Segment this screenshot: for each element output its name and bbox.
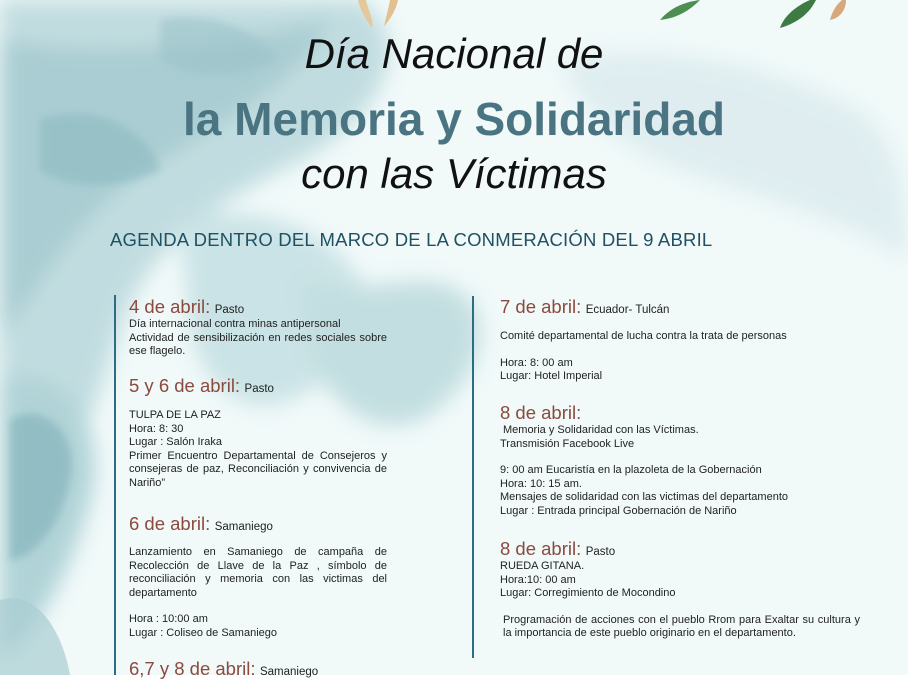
event-date: 4 de abril: — [129, 296, 211, 317]
event-line: Hora: 10: 15 am. — [500, 477, 582, 490]
event-location: Pasto — [244, 383, 274, 395]
event-6-7-8-abril — [129, 658, 387, 680]
event-date: 6,7 y 8 de abril: — [129, 658, 256, 679]
event-location: Pasto — [214, 304, 245, 316]
event-date: 6 de abril: — [129, 513, 211, 534]
event-8-abril-facebook — [500, 402, 860, 519]
event-line: Actividad de sensibilización en redes sociales sobre ese flagelo. — [129, 331, 387, 358]
event-line: Mensajes de solidaridad con las victimas del departamento — [500, 491, 788, 504]
event-description: Lanzamiento en Samaniego de campaña de Recolección de Llave de la Paz , símbolo de reconciliación y memoria con las victimas del departamento — [129, 546, 387, 599]
event-line: Memoria y Solidaridad con las Víctimas. — [503, 424, 699, 436]
event-location: Samaniego — [259, 666, 319, 678]
event-location: Ecuador- Tulcán — [585, 304, 670, 316]
event-date: 8 de abril: — [500, 538, 582, 559]
left-column-divider — [114, 295, 116, 675]
event-hora: Hora:10: 00 am — [500, 573, 576, 586]
event-lugar: Lugar : Salón Iraka — [129, 436, 222, 449]
event-description: Programación de acciones con el pueblo Rrom para Exaltar su cultura y la importancia de este pueblo originario en el departamento. — [503, 613, 860, 640]
title-line-2: la Memoria y Solidaridad — [183, 93, 725, 145]
event-date: 5 y 6 de abril: — [129, 375, 241, 396]
event-line: Día internacional contra minas antipersonal — [129, 318, 341, 330]
event-location: Pasto — [585, 546, 616, 558]
title-line-1: Día Nacional de — [304, 30, 604, 77]
event-lugar: Lugar: Corregimiento de Mocondino — [500, 587, 676, 600]
event-hora: Hora : 10:00 am — [129, 613, 208, 626]
event-4-abril — [129, 296, 387, 359]
event-name: TULPA DE LA PAZ — [129, 409, 221, 421]
event-description: Comité departamental de lucha contra la trata de personas — [500, 330, 787, 342]
event-location: Samaniego — [214, 521, 273, 533]
flower-stem-decoration — [350, 0, 410, 30]
event-lugar: Lugar : Coliseo de Samaniego — [129, 626, 277, 639]
agenda-subtitle: AGENDA DENTRO DEL MARCO DE LA CONMERACIÓN DEL 9 ABRIL — [110, 229, 713, 250]
event-lugar: Lugar: Hotel Imperial — [500, 370, 603, 383]
center-column-divider — [472, 296, 474, 658]
event-line: Transmisión Facebook Live — [500, 437, 635, 450]
event-6-abril — [129, 513, 387, 641]
event-line: 9: 00 am Eucaristía en la plazoleta de la Gobernación — [500, 464, 762, 477]
event-date: 7 de abril: — [500, 296, 582, 317]
event-5-6-abril — [129, 375, 387, 491]
event-date: 8 de abril: — [500, 402, 582, 423]
event-line: Lugar : Entrada principal Gobernación de Nariño — [500, 504, 737, 517]
event-description: Primer Encuentro Departamental de Consejeros y consejeras de paz, Reconciliación y convivencia de Nariño” — [129, 449, 387, 489]
title-line-3: con las Víctimas — [301, 150, 607, 197]
event-name: RUEDA GITANA. — [500, 560, 585, 572]
event-hora: Hora: 8: 00 am — [500, 356, 573, 369]
leaf-decoration — [660, 0, 850, 30]
event-7-abril — [500, 296, 860, 384]
event-8-abril-pasto — [500, 538, 860, 641]
event-hora: Hora: 8: 30 — [129, 422, 184, 435]
